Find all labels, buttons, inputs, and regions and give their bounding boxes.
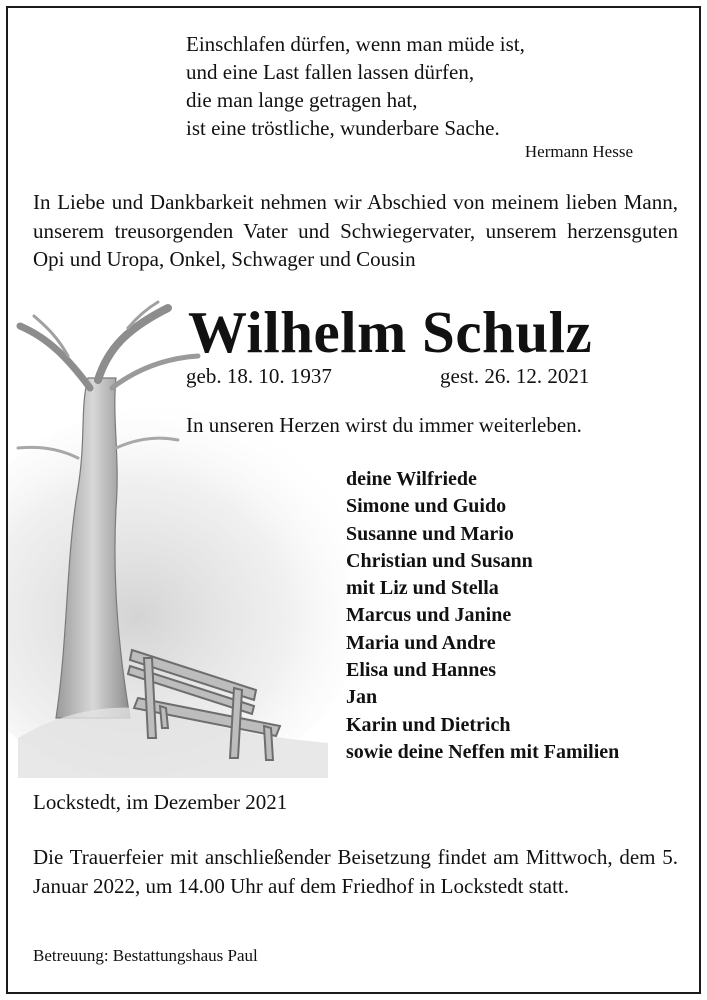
deceased-name: Wilhelm Schulz xyxy=(188,299,593,365)
funeral-service-info: Die Trauerfeier mit anschließender Beisetzung findet am Mittwoch, dem 5. Januar 2022, um 14.00 Uhr auf dem Friedhof in Lockstedt statt. xyxy=(33,845,678,898)
mourner-entry: mit Liz und Stella xyxy=(346,577,499,600)
poem-quote xyxy=(186,30,525,142)
death-date: gest. 26. 12. 2021 xyxy=(440,364,590,388)
mourner-entry: deine Wilfriede xyxy=(346,468,477,490)
motto-line: In unseren Herzen wirst du immer weiterleben. xyxy=(186,413,582,437)
poem-line: die man lange getragen hat, xyxy=(186,88,418,112)
poem-line: ist eine tröstliche, wunderbare Sache. xyxy=(186,116,500,140)
mourner-entry: sowie deine Neffen mit Familien xyxy=(346,740,620,763)
intro-paragraph: In Liebe und Dankbarkeit nehmen wir Abschied von meinem lieben Mann, unserem treusorgenden Vater und Schwiegervater, unserem herzensguten Opi und Uropa, Onkel, Schwager und Cousin xyxy=(33,190,678,271)
mourners-list xyxy=(346,466,619,766)
mourner-entry: Elisa und Hannes xyxy=(346,659,497,682)
poem-line: Einschlafen dürfen, wenn man müde ist, xyxy=(186,32,525,56)
poem-line: und eine Last fallen lassen dürfen, xyxy=(186,60,475,84)
mourner-entry: Simone und Guido xyxy=(346,495,507,518)
funeral-home-credit: Betreuung: Bestattungshaus Paul xyxy=(33,946,258,965)
birth-date: geb. 18. 10. 1937 xyxy=(186,364,332,388)
place-and-date: Lockstedt, im Dezember 2021 xyxy=(33,790,288,814)
poem-author: Hermann Hesse xyxy=(524,142,633,161)
mourner-entry: Karin und Dietrich xyxy=(346,713,511,736)
obituary-notice xyxy=(6,6,701,994)
mourner-entry: Maria und Andre xyxy=(346,631,496,654)
mourner-entry: Jan xyxy=(346,686,378,709)
mourner-entry: Marcus und Janine xyxy=(346,604,512,627)
mourner-entry: Christian und Susann xyxy=(346,549,533,572)
mourner-entry: Susanne und Mario xyxy=(346,522,514,545)
